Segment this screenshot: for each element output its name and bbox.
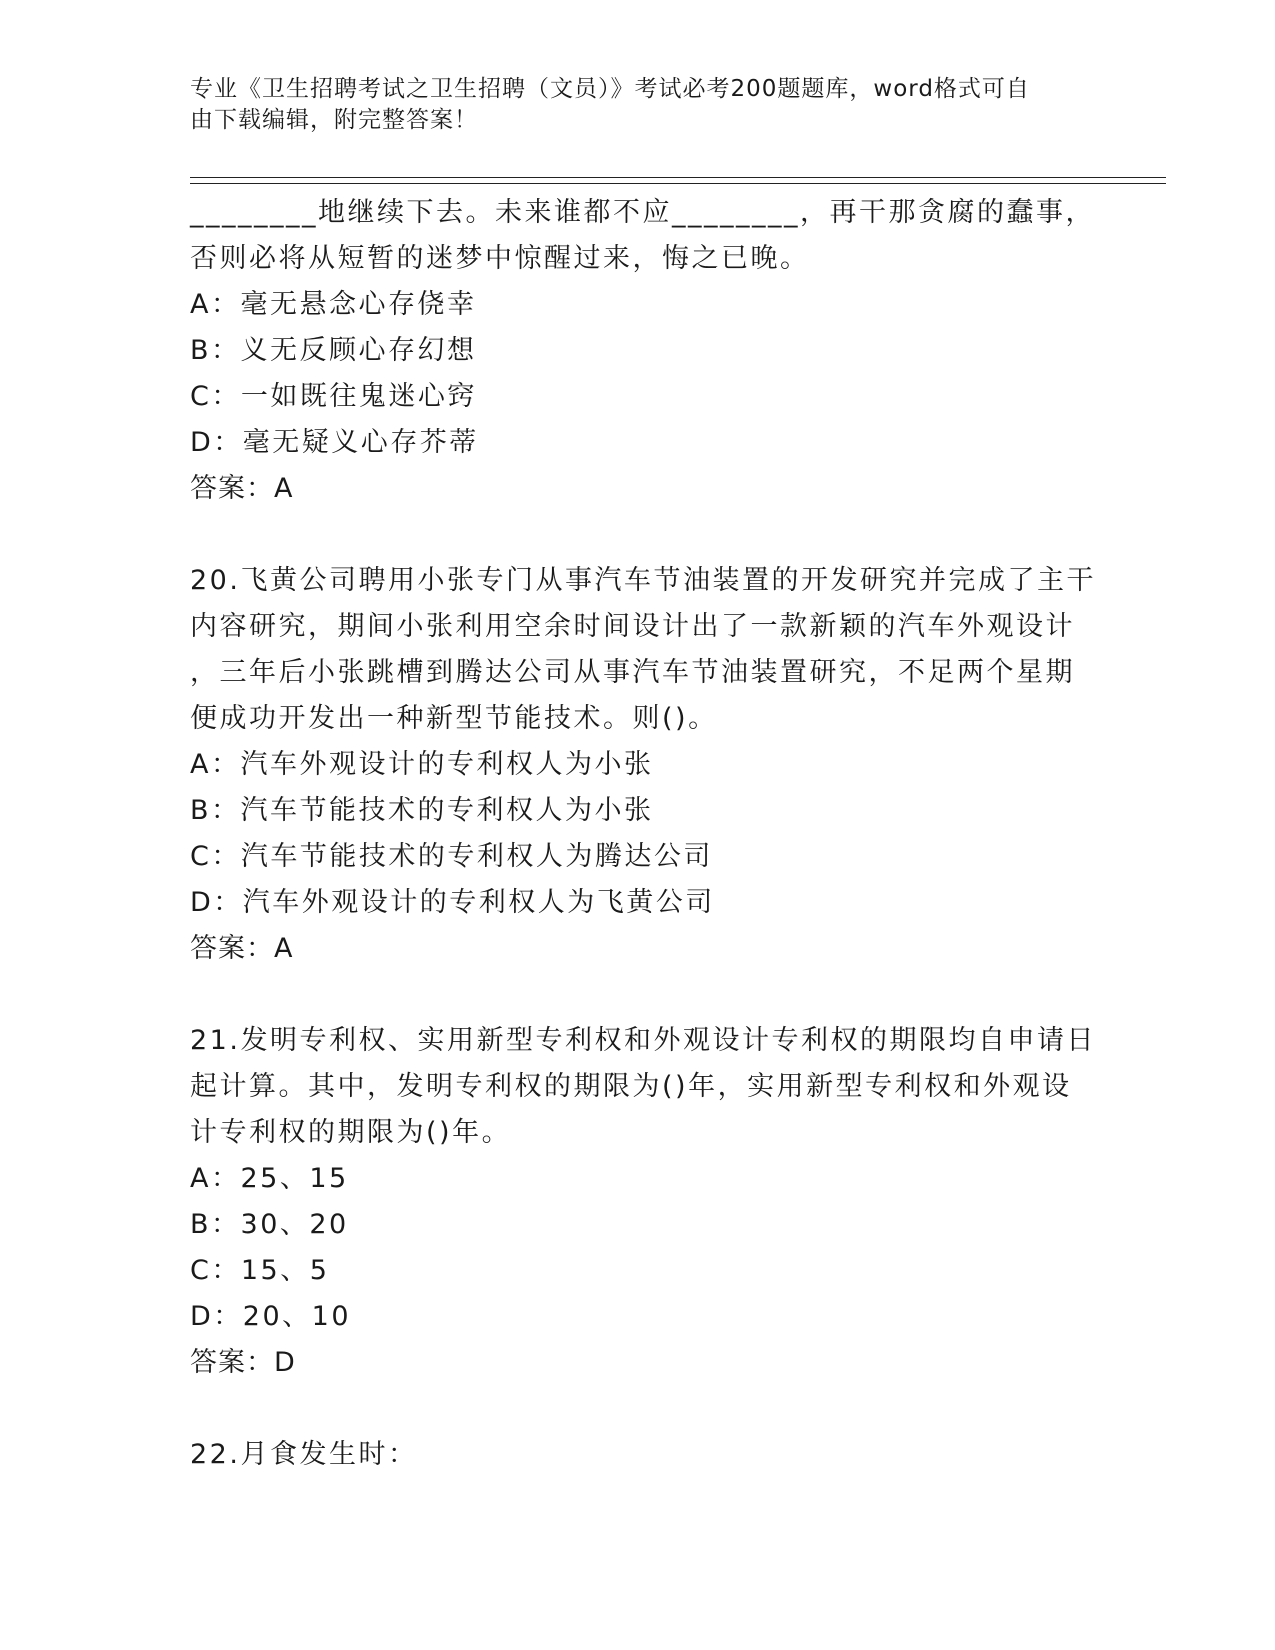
option-a: A：汽车外观设计的专利权人为小张 xyxy=(190,749,654,780)
answer-label: 答案：A xyxy=(190,933,294,964)
option-a: A：毫无悬念心存侥幸 xyxy=(190,289,477,320)
question-text-line: 22.月食发生时： xyxy=(190,1439,418,1470)
question-fragment xyxy=(190,190,1110,512)
question-text-line: 起计算。其中，发明专利权的期限为()年，实用新型专利权和外观设 xyxy=(190,1071,1072,1102)
header-divider-bottom xyxy=(190,183,1166,184)
question-text-line: 20.飞黄公司聘用小张专门从事汽车节油装置的开发研究并完成了主干 xyxy=(190,565,1096,596)
document-header xyxy=(190,74,1070,136)
option-c: C：一如既往鬼迷心窍 xyxy=(190,381,477,412)
question-text-line: 便成功开发出一种新型节能技术。则()。 xyxy=(190,703,718,734)
question-text-line: ，三年后小张跳槽到腾达公司从事汽车节油装置研究，不足两个星期 xyxy=(190,657,1075,688)
option-b: B：30、20 xyxy=(190,1209,349,1240)
document-body xyxy=(190,190,1110,1478)
question-text-line: 21.发明专利权、实用新型专利权和外观设计专利权的期限均自申请日 xyxy=(190,1025,1096,1056)
option-d: D：毫无疑义心存芥蒂 xyxy=(190,427,479,458)
answer-label: 答案：A xyxy=(190,473,294,504)
option-d: D：汽车外观设计的专利权人为飞黄公司 xyxy=(190,887,715,918)
option-b: B：义无反顾心存幻想 xyxy=(190,335,477,366)
question-text-line: 计专利权的期限为()年。 xyxy=(190,1117,512,1148)
option-c: C：汽车节能技术的专利权人为腾达公司 xyxy=(190,841,713,872)
header-line-1: 专业《卫生招聘考试之卫生招聘（文员）》考试必考200题题库，word格式可自 xyxy=(190,76,1030,102)
question-text-line: 内容研究，期间小张利用空余时间设计出了一款新颖的汽车外观设计 xyxy=(190,611,1075,642)
header-divider-top xyxy=(190,177,1166,178)
answer-label: 答案：D xyxy=(190,1347,296,1378)
question-text-line: ________地继续下去。未来谁都不应________，再干那贪腐的蠢事， xyxy=(190,197,1095,228)
question-22 xyxy=(190,1432,1110,1478)
option-c: C：15、5 xyxy=(190,1255,330,1286)
question-text-line: 否则必将从短暂的迷梦中惊醒过来，悔之已晚。 xyxy=(190,243,810,274)
header-line-2: 由下载编辑，附完整答案！ xyxy=(190,107,478,133)
question-21 xyxy=(190,1018,1110,1386)
option-a: A：25、15 xyxy=(190,1163,349,1194)
question-20 xyxy=(190,558,1110,972)
option-d: D：20、10 xyxy=(190,1301,352,1332)
option-b: B：汽车节能技术的专利权人为小张 xyxy=(190,795,654,826)
